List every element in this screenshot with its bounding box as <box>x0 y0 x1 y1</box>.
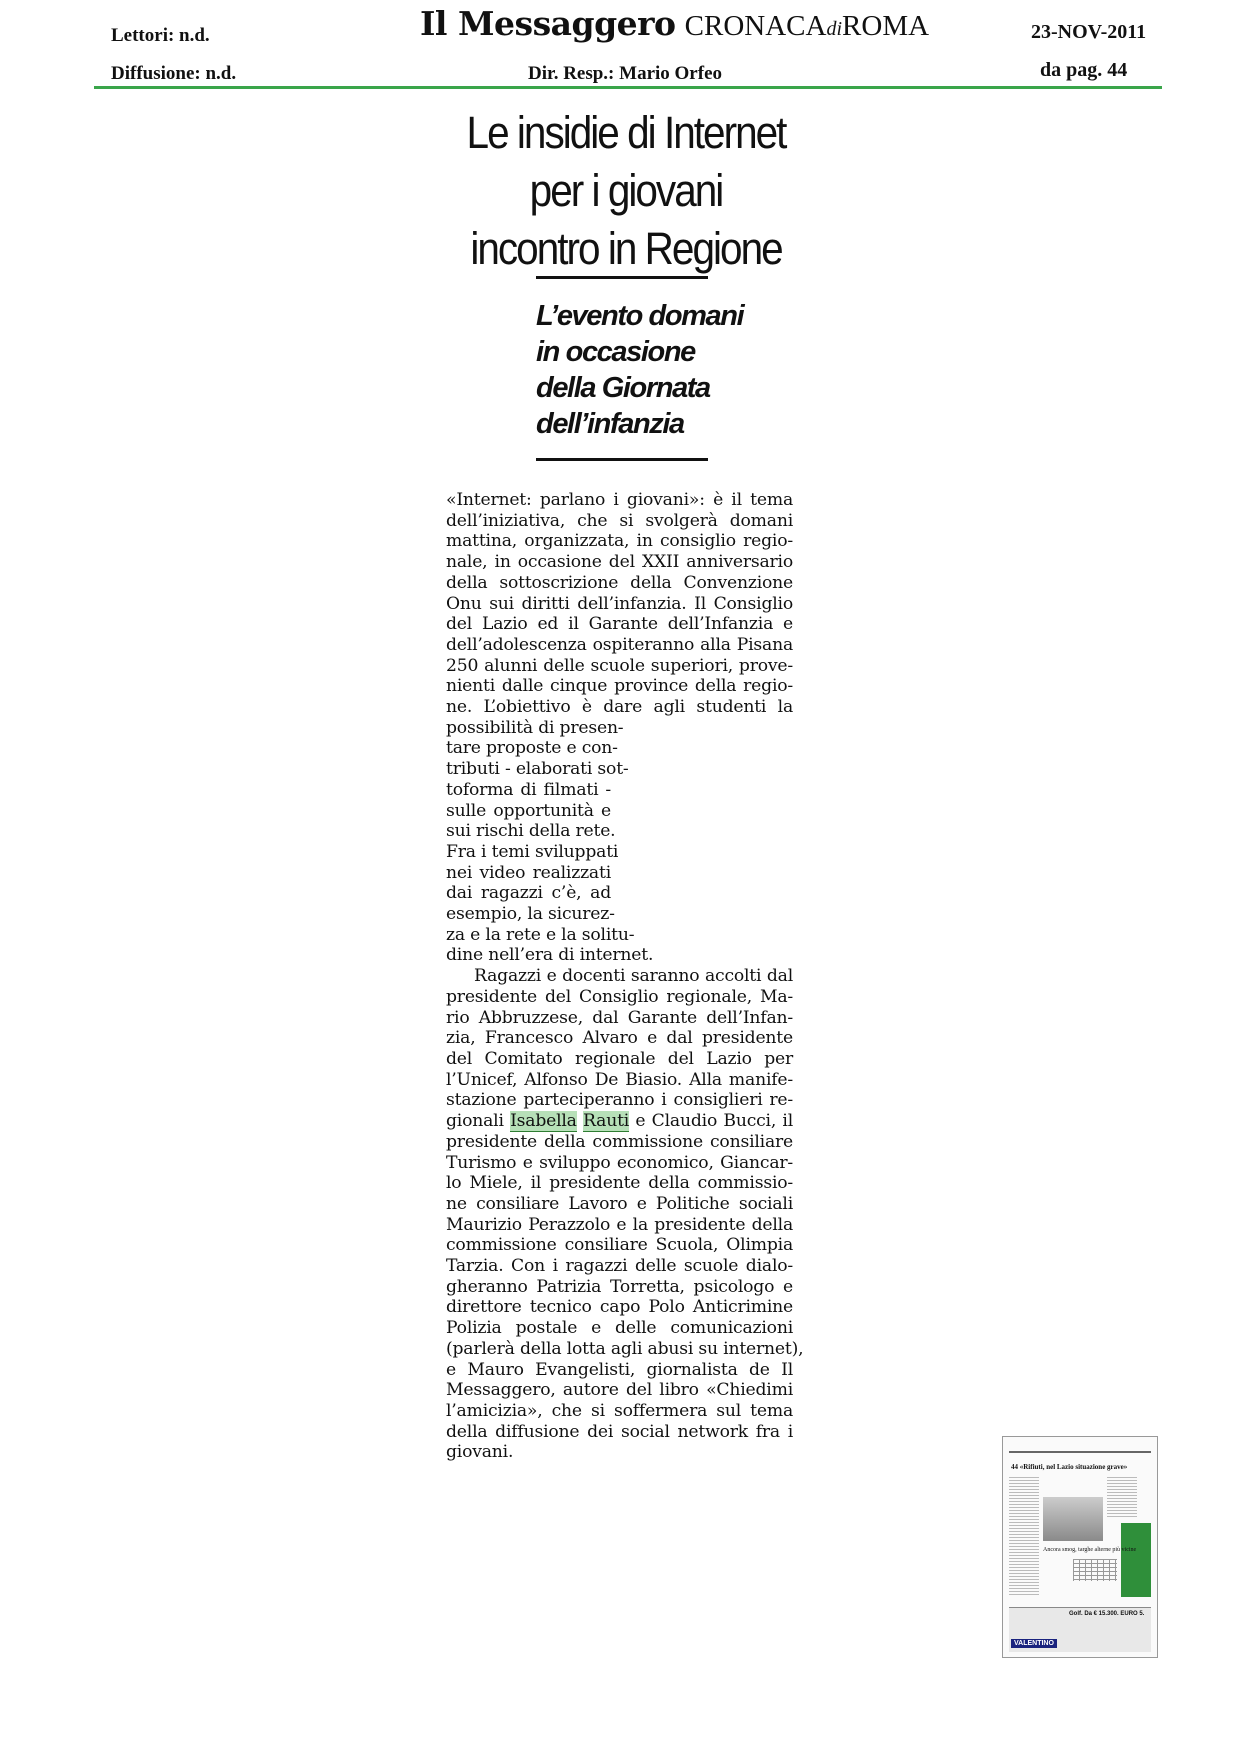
text-line: «Internet: parlano i giovani»: è il tema <box>446 490 793 510</box>
text-line: nienti dalle cinque province della regio- <box>446 676 793 697</box>
text-line: direttore tecnico capo Polo Anticrimine <box>446 1297 793 1318</box>
article-subtitle <box>536 298 836 442</box>
text-line: dell’adolescenza ospiteranno alla Pisana <box>446 634 793 655</box>
headline-line: Le insidie di Internet <box>466 107 786 158</box>
article-headline <box>441 104 812 278</box>
thumbnail-advert-text: Golf. Da € 15.300. EURO 5. <box>1069 1611 1145 1617</box>
page-reference: da pag. 44 <box>1040 59 1128 81</box>
text-line: dell’iniziativa, che si svolgerà domani <box>446 510 793 531</box>
text-line: tare proposte e con- <box>446 738 618 759</box>
text-line: Onu sui diritti dell’infanzia. Il Consiglio <box>446 593 793 614</box>
subtitle-line: della Giornata <box>536 372 710 404</box>
thumbnail-text-column <box>1009 1477 1039 1597</box>
text-fragment: e Claudio Bucci, il <box>629 1111 793 1132</box>
text-fragment: gionali <box>446 1111 511 1132</box>
text-line: della diffusione dei social network fra i <box>446 1421 793 1442</box>
text-line: nei video realizzati <box>446 862 611 883</box>
text-line: esempio, la sicurez- <box>446 904 615 925</box>
headline-line: per i giovani <box>529 165 723 216</box>
highlighted-name-last: Rauti <box>583 1111 630 1132</box>
thumbnail-advert-brand: VALENTINO <box>1011 1639 1057 1648</box>
masthead-section-name: CRONACA <box>684 10 827 42</box>
thumbnail-header-rule <box>1009 1451 1151 1453</box>
text-line: zia, Francesco Alvaro e dal presidente <box>446 1028 793 1049</box>
diffusione-label: Diffusione: n.d. <box>111 63 237 84</box>
header-divider <box>94 86 1162 89</box>
masthead-section <box>685 10 929 42</box>
text-line: lo Miele, il presidente della commissio- <box>446 1173 793 1194</box>
text-line: Polizia postale e delle comunicazioni <box>446 1318 793 1339</box>
text-line: za e la rete e la solitu- <box>446 924 635 945</box>
thumbnail-headline <box>1011 1463 1127 1471</box>
text-line: stazione parteciperanno i consiglieri re- <box>446 1090 793 1111</box>
paragraph-1 <box>446 490 793 966</box>
subtitle-line: in occasione <box>536 336 695 368</box>
thumbnail-green-box <box>1121 1523 1151 1597</box>
text-line: tributi - elaborati sot- <box>446 759 629 780</box>
headline-line: incontro in Regione <box>470 223 782 274</box>
text-line: Ragazzi e docenti saranno accolti dal <box>474 966 793 987</box>
text-line: Fra i temi sviluppati <box>446 841 619 862</box>
thumbnail-photo <box>1043 1497 1103 1541</box>
text-line: del Lazio ed il Garante dell’Infanzia e <box>446 614 793 635</box>
text-line: 250 alunni delle scuole superiori, prove- <box>446 655 793 676</box>
article-body <box>446 490 804 1463</box>
text-line: (parlerà della lotta agli abusi su internet), <box>446 1338 804 1359</box>
subtitle-line: dell’infanzia <box>536 408 684 440</box>
subtitle-rule-top <box>536 276 708 279</box>
text-line: sulle opportunità e <box>446 800 611 821</box>
text-line: Maurizio Perazzolo e la presidente della <box>446 1214 793 1235</box>
text-line: giovani. <box>446 1442 514 1463</box>
paragraph-2 <box>446 966 804 1463</box>
thumbnail-text-column <box>1107 1477 1137 1517</box>
thumbnail-page-number: 44 <box>1011 1463 1018 1471</box>
director-label: Dir. Resp.: Mario Orfeo <box>528 63 722 84</box>
text-line: sui rischi della rete. <box>446 821 616 842</box>
text-line: toforma di filmati - <box>446 779 611 800</box>
text-line: dine nell’era di internet. <box>446 945 654 966</box>
text-line: presidente del Consiglio regionale, Ma- <box>446 986 793 1007</box>
highlighted-name-first: Isabella <box>510 1111 577 1132</box>
text-line: e Mauro Evangelisti, giornalista de Il <box>446 1359 793 1380</box>
masthead-di: di <box>826 18 843 40</box>
text-line: possibilità di presen- <box>446 717 624 738</box>
page-thumbnail[interactable] <box>1002 1436 1158 1658</box>
subtitle-line: L’evento domani <box>536 300 744 332</box>
text-line: nale, in occasione del XXII anniversario <box>446 552 793 573</box>
text-line: ne consiliare Lavoro e Politiche sociali <box>446 1193 793 1214</box>
text-line: Messaggero, autore del libro «Chiedimi <box>446 1380 793 1401</box>
text-line: Turismo e sviluppo economico, Giancar- <box>446 1152 793 1173</box>
text-line: dai ragazzi c’è, ad <box>446 883 611 904</box>
publication-date: 23-NOV-2011 <box>1031 21 1147 43</box>
text-line: mattina, organizzata, in consiglio regio- <box>446 531 793 552</box>
text-line-highlighted <box>446 1111 793 1132</box>
text-line: gheranno Patrizia Torretta, psicologo e <box>446 1276 793 1297</box>
text-line: presidente della commissione consiliare <box>446 1131 793 1152</box>
thumbnail-headline-text: «Rifiuti, nel Lazio situazione grave» <box>1019 1463 1128 1471</box>
text-line: l’Unicef, Alfonso De Biasio. Alla manife- <box>446 1069 793 1090</box>
text-line: rio Abbruzzese, dal Garante dell’Infan- <box>446 1007 793 1028</box>
subtitle-rule-bottom <box>536 458 708 461</box>
text-line: Tarzia. Con i ragazzi delle scuole dialo- <box>446 1256 793 1277</box>
text-line: del Comitato regionale del Lazio per <box>446 1048 793 1069</box>
lettori-label: Lettori: n.d. <box>111 25 210 46</box>
text-line: ne. L’obiettivo è dare agli studenti la <box>446 697 793 718</box>
masthead-logo: Il Messaggero <box>420 4 676 43</box>
thumbnail-table <box>1073 1559 1117 1581</box>
masthead <box>420 4 929 43</box>
text-line: della sottoscrizione della Convenzione <box>446 572 793 593</box>
text-line: commissione consiliare Scuola, Olimpia <box>446 1235 793 1256</box>
text-line: l’amicizia», che si soffermera sul tema <box>446 1400 793 1421</box>
thumbnail-subhead: Ancora smog, targhe alterne più vicine <box>1043 1547 1137 1553</box>
masthead-city: ROMA <box>842 10 930 42</box>
